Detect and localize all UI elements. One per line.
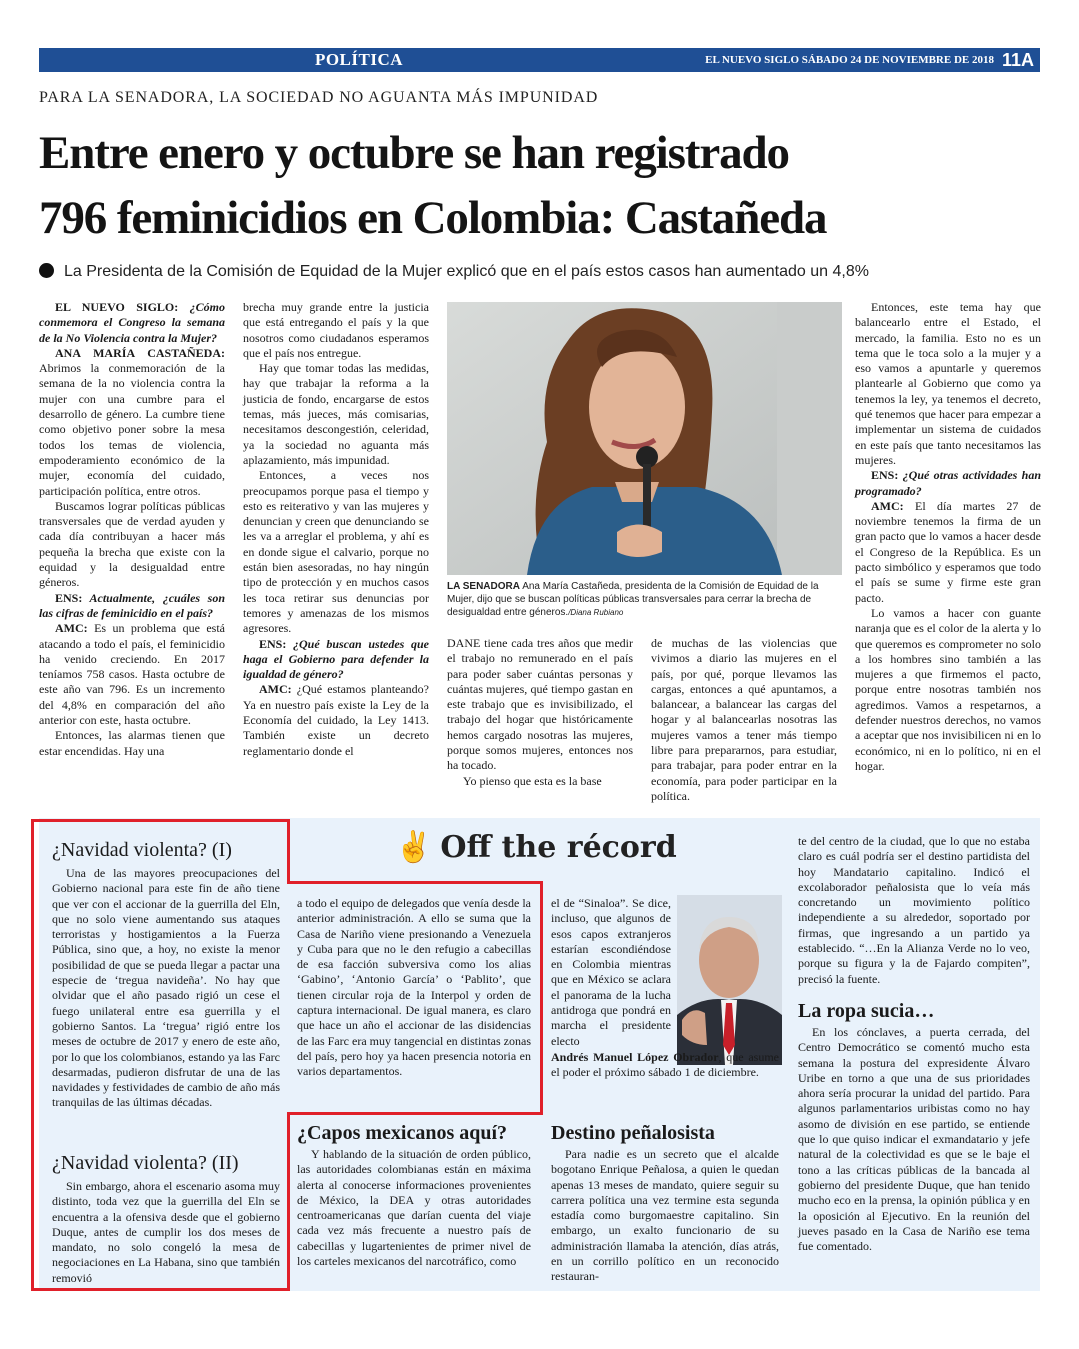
brief-heading-1: ¿Navidad violenta? (I) (52, 839, 232, 861)
brief-text-8: En los cónclaves, a puerta cerrada, del Centro Democrático se comentó mucho esta semana la postura del expresidente Álvaro Uribe en torno a que una de sus prioridades ahora sería procurar la unidad del partido. Para algunos parlamentarios uribistas como no hay asomo de división en ese partido, se entiende que lo que quiso indicar el exmandatario y jefe natural de la colectividad es que se le baje el tono a las críticas públicas de la bancada al gobierno del presidente Duque, que han tenido mucho eco en la prensa, la opinión pública y en la oposición al Ejecutivo. En la reunión del jueves pasado en la Casa de Nariño ese tema fue comentado. (798, 1025, 1030, 1254)
paragraph: DANE tiene cada tres años que medir el trabajo no remunerado en el país para poder saber cuántas personas y cuántas mujeres, qué tiempo gastan en este trabajo que es invisibilizado, el trabajo del hogar que históricamente hemos cargado nosotras las mujeres, porque somos mujeres, entonces nos ha tocado. (447, 636, 633, 773)
answer-2: AMC: Es un problema que está atacando a todo el país, el feminicidio ha venido creciendo. En 2017 teníamos 758 casos. Hasta octubre de este año van 796. Es un incremento del 4,8% en comparación del año anterior con este, hasta octubre. (39, 621, 225, 728)
question-1: EL NUEVO SIGLO: ¿Cómo conmemora el Congreso la semana de la No Violencia contra la Mujer? (39, 300, 226, 345)
section-name: POLÍTICA (314, 50, 404, 69)
highlight-border (31, 819, 290, 822)
article-column-1 (39, 300, 225, 759)
bullet-icon (39, 263, 54, 278)
brief-text-3: a todo el equipo de delegados que venía desde la anterior administración. A ello se suma que la Casa de Nariño viene presionando a Venezuela y Cuba para que no le den refugio a cabecillas de esa facción subversiva como los alias ‘Gabino’, ‘Antonio García’ o ‘Pablito’, que tienen circular roja de la Interpol y orden de captura internacional. De igual manera, es claro que hace un año el accionar de las disidencias de las Farc era muy tangencial en distintas zonas del país, pero hoy ya hacen presencia notoria en varios departamentos. (297, 896, 531, 1079)
answer-3: AMC: ¿Qué estamos planteando? Ya en nuestro país existe la Ley de la Economía del cuidado, la Ley 1413. También existe un decreto reglamentario donde el (243, 682, 430, 758)
answer-4: AMC: El día martes 27 de noviembre tenemos la firma de un gran pacto que lo vamos a hacer desde el Congreso de la República. Es un pacto simbólico y esperamos que todo el país se sume y firme este gran pacto. (855, 498, 1041, 605)
highlight-border (287, 1112, 543, 1115)
paragraph: Entonces, este tema hay que balancearlo entre el Estado, el mercado, la familia. Esto no es un tema que le toca solo a la mujer y a eso vamos a apuntarle y queremos plantearle al Gobierno que como ya tenemos la ley, ya tenemos el decreto, qué tenemos que hacer para empezar a implementar un sistema de cuidados en este país que tanto necesitamos las mujeres. (855, 300, 1041, 467)
brief-text-5b: Andrés Manuel López Obrador, que asume el poder el próximo sábado 1 de diciembre. (551, 1050, 779, 1080)
brief-text-6: Para nadie es un secreto que el alcalde bogotano Enrique Peñalosa, a quien le quedan apenas 13 meses de mandato, quiere seguir su carrera política una vez termine esta segunda estadía como burgomaestre capitalino. Sin embargo, un exalto funcionario de su administración llamaba la atención, días atrás, en un corrillo político en un reconocido restauran- (551, 1147, 779, 1284)
paragraph: brecha muy grande entre la justicia que está entregando el país y la que nosotros como ciudadanos esperamos que el país nos entregue. (243, 300, 429, 360)
paragraph: Lo vamos a hacer con guante naranja que es el color de la alerta y lo que queremos es comprometer no solo a los hombres sino también a las mujeres a que firmemos el pacto, porque entre nosotras también nos agredimos. Vamos a respetarnos, a defender nuestros derechos, no vamos a aceptar que nos invisibilicen ni en lo económico, ni en lo político, ni en el hogar. (855, 605, 1041, 773)
headline (39, 121, 1049, 251)
paragraph: Hay que tomar todas las medidas, hay que trabajar la reforma a la justicia de fondo, encargarse de estos temas, más jueces, más comisarias, necesitamos descongestión, celeridad, ya la sociedad no aguanta más aplazamiento, más impunidad. (243, 361, 429, 467)
paragraph: Entonces, a veces nos preocupamos porque pasa el tiempo y esto es reiterativo y van las mujeres y denuncian y creen que denunciando se les va a arreglar el problema, y ahí es en donde sigue el calvario, porque no están bien asesoradas, no hay ningún tipo de protección y en muchos casos les toca retirar sus denuncias por temores y amenazas de los mismos agresores. (243, 468, 429, 636)
highlight-border (287, 819, 290, 884)
brief-text-4: Y hablando de la situación de orden público, las autoridades colombianas están en máxima alerta al conocerse informaciones provenientes de México, la DEA y otras autoridades centroamericanas que darían cuenta del viaje cada vez más frecuente a nuestro país de cabecillas y lugartenientes de primer nivel de los carteles mexicanos del narcotráfico, como (297, 1147, 531, 1269)
brief-heading-4: Destino peñalosista (551, 1122, 715, 1144)
page-number: 11A (1001, 50, 1034, 70)
brief-text-1: Una de las mayores preocupaciones del Gobierno nacional para este fin de año tiene que ver con el accionar de la guerrilla del Eln, que no solo viene aumentando sus ataques terroristas y hostigamientos a la Fuerza Pública, sino que, a hoy, no existe la menor posibilidad de que se pueda llegar a pactar una especie de ‘tregua navideña’. No hay que olvidar que el año pasado rigió un cese el fuego unilateral entre esa guerrilla y el gobierno Santos. La ‘tregua’ rigió entre los meses de octubre de 2017 y enero de este año, por lo que los colombianos, estando ya las Farc desarmadas, pudieron disfrutar de una de las navidades y festividades de cambio de año más tranquilas de las últimas décadas. (52, 866, 280, 1110)
photo-caption: LA SENADORA Ana María Castañeda, presidenta de la Comisión de Equidad de la Mujer, dijo que se buscan políticas públicas transversales para cerrar la brecha de desigualdad entre géneros./Diana Rubiano (447, 581, 819, 618)
victory-hand-icon: ✌ (395, 830, 433, 865)
senator-photo (447, 302, 842, 575)
headline-line-2: 796 feminicidios en Colombia: Castañeda (39, 192, 827, 244)
brief-text-2: Sin embargo, ahora el escenario asoma muy distinto, toda vez que la guerrilla del Eln se encuentra a la ofensiva desde que el gobierno Duque, antes de cumplir los dos meses de mandato, no solo congeló la mesa de negociaciones en La Habana, sino que también removió (52, 1179, 280, 1285)
highlight-border (31, 819, 34, 1291)
paragraph: Buscamos lograr políticas públicas transversales que de verdad ayuden y cada día contribuyan a hacer más pequeña la brecha que existe con la equidad y la desigualdad entre géneros. (39, 498, 225, 590)
headline-line-1: Entre enero y octubre se han registrado (39, 127, 789, 179)
article-column-3 (447, 636, 633, 789)
question-4: ENS: ¿Qué otras actividades han programado? (855, 468, 1041, 498)
brief-heading-3: ¿Capos mexicanos aquí? (297, 1122, 508, 1144)
question-3: ENS: ¿Qué buscan ustedes que haga el Gobierno para defender la igualdad de género? (243, 636, 430, 682)
highlight-border (540, 881, 543, 1115)
brief-text-7: te del centro de la ciudad, que lo que no estaba claro es cuál podría ser el destino partidista del hoy Mandatario capitalino. Indicó el excolaborador peñalosista que lo veía más concretando un movimiento político independiente a su alrededor, soportado por firmas, que ingresando a un partido ya establecido. “…En la Alianza Verde no lo veo, porque su figura y la de Fajardo compiten”, precisó la fuente. (798, 834, 1030, 986)
subheadline: La Presidenta de la Comisión de Equidad de la Mujer explicó que en el país estos casos han aumentado un 4,8% (39, 262, 1039, 282)
answer-1: ANA MARÍA CASTAÑEDA: Abrimos la conmemoración de la semana de la no violencia contra la mujer con una cumbre para el desarrollo de género. La cumbre tiene como objetivo poner sobre la mesa todos los temas de violencia, empoderamiento económico de la mujer, economía del cuidado, participación política, entre otros. (39, 345, 225, 498)
highlight-border (287, 881, 543, 884)
off-the-record-title: ✌ Off the récord (395, 830, 677, 865)
highlight-border (287, 1112, 290, 1291)
issue-date: EL NUEVO SIGLO SÁBADO 24 DE NOVIEMBRE DE 2018 (705, 54, 994, 66)
paragraph: Yo pienso que esta es la base (463, 773, 602, 788)
section-bar (39, 48, 1040, 72)
paragraph: de muchas de las violencias que vivimos a diario las mujeres en el país, por qué, porque llevamos las cargas, entonces a qué apuntamos, a balancear, a balancear las cargas del hogar y al balancearlas nosotras las mujeres vamos a tener más tiempo libre para prepararnos, para estudiar, para trabajar, para poder entrar en la economía, para poder participar en la política. (651, 636, 837, 803)
article-column-5 (855, 300, 1041, 774)
article-column-2 (243, 300, 429, 759)
paragraph: Entonces, las alarmas tienen que estar encendidas. Hay una (39, 728, 225, 758)
highlight-border (31, 1288, 290, 1291)
brief-heading-5: La ropa sucia… (798, 1000, 935, 1022)
brief-heading-2: ¿Navidad violenta? (II) (52, 1152, 239, 1174)
brief-text-5: el de “Sinaloa”. Se dice, incluso, que algunos de esos capos extranjeros estarían escondiéndose en Colombia mientras que en México se aclara el panorama de la lucha antidroga que pondrá en marcha el presidente electo (551, 896, 671, 1048)
kicker: PARA LA SENADORA, LA SOCIEDAD NO AGUANTA MÁS IMPUNIDAD (39, 89, 599, 106)
amlo-photo (677, 895, 782, 1065)
article-column-4 (651, 636, 837, 804)
question-2: ENS: Actualmente, ¿cuáles son las cifras de feminicidio en el país? (39, 590, 225, 620)
